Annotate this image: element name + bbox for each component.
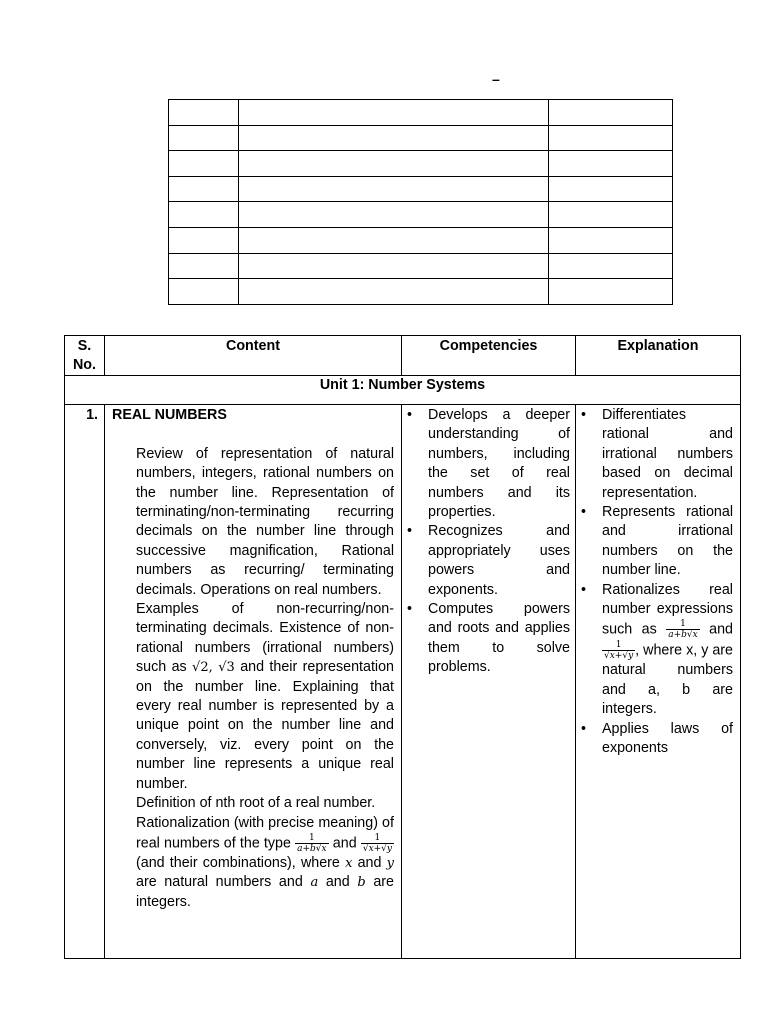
heading-dash: – — [492, 71, 500, 87]
column-divider — [401, 336, 402, 958]
list-item: • Represents rational and irrational numbers on the number line. — [578, 503, 733, 581]
table-row — [169, 151, 673, 177]
content-paragraph: Review of representation of natural numbers, integers, rational numbers on the number line. Representation of terminating/non-terminating recurring decimals on the number line through successive magnification, Rational numbers as recurring/ terminating decimals. Operations on real numbers. — [136, 445, 394, 598]
fraction: $\frac{1}{√x+√y}$ — [604, 640, 634, 662]
content-cell — [112, 406, 394, 912]
list-item: • Recognizes and appropriately uses powers and exponents. — [404, 522, 570, 600]
row-divider — [65, 404, 740, 405]
content-paragraph: Rationalization (with precise meaning) of real numbers of the type $\frac{1}{a+b√x}$ and $\frac{1}{√x+√y}$ (and their combinations), where x and y are natural numbers and a and b are integers. — [136, 814, 394, 910]
row-number: 1. — [86, 407, 98, 423]
column-divider — [104, 336, 105, 958]
list-item: • Applies laws of exponents — [578, 720, 733, 759]
fraction: $\frac{1}{a+b√x}$ — [297, 832, 327, 854]
table-row — [169, 253, 673, 279]
column-divider — [575, 336, 576, 958]
header-explanation: Explanation — [617, 338, 699, 354]
header-sno: S. No. — [72, 338, 97, 374]
competencies-list — [404, 406, 570, 678]
table-row — [169, 176, 673, 202]
fraction: $\frac{1}{a+b√x}$ — [668, 619, 698, 641]
topic-title: REAL NUMBERS — [112, 407, 227, 423]
empty-top-table — [168, 99, 673, 305]
explanation-cell — [578, 406, 733, 759]
explanation-list — [578, 406, 733, 759]
table-row — [169, 202, 673, 228]
list-item: • Computes powers and roots and applies them to solve problems. — [404, 600, 570, 678]
header-competencies: Competencies — [439, 338, 538, 354]
content-body — [136, 445, 394, 912]
content-paragraph: Definition of nth root of a real number. — [136, 795, 376, 812]
fraction: $\frac{1}{√x+√y}$ — [362, 832, 392, 854]
list-item: • Rationalizes real number expressions such as $\frac{1}{a+b√x}$ and $\frac{1}{√x+√y}$ , where x, y are natural numbers and a, b are integers. — [578, 581, 733, 720]
content-paragraph: Examples of non-recurring/non-terminating decimals. Existence of non-rational numbers (irrational numbers) such as √2, √3 and their representation on the number line. Explaining that every real number is represented by a unique point on the number line and conversely, viz. every point on the number line represents a unique real number. — [136, 601, 395, 792]
table-row — [169, 279, 673, 305]
unit-title: Unit 1: Number Systems — [319, 377, 486, 393]
header-content: Content — [226, 338, 280, 354]
table-row — [169, 227, 673, 253]
competencies-cell — [404, 406, 570, 678]
list-item: • Differentiates rational and irrational numbers based on decimal representation. — [578, 406, 733, 503]
table-row — [169, 125, 673, 151]
table-row — [169, 100, 673, 126]
syllabus-table — [64, 335, 741, 959]
list-item: • Develops a deeper understanding of numbers, including the set of real numbers and its properties. — [404, 406, 570, 522]
